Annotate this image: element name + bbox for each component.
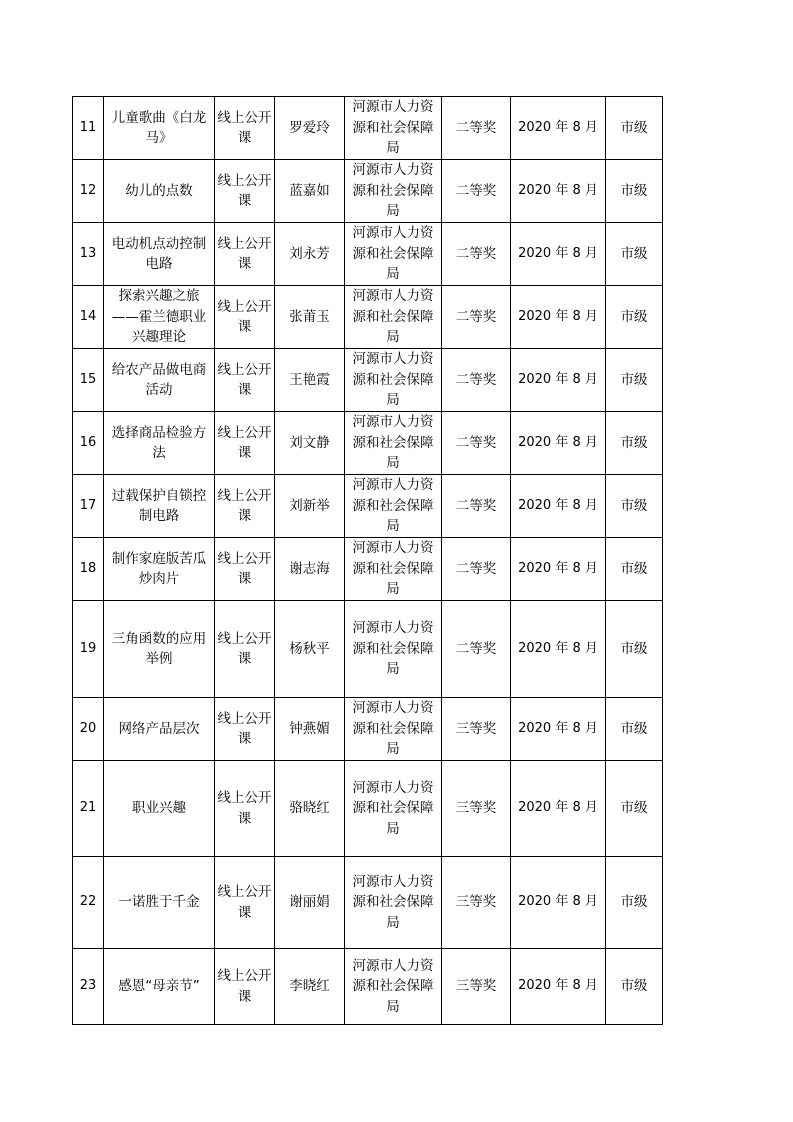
award-date-cell: 2020 年 8 月 bbox=[511, 601, 606, 698]
course-title-cell: 幼儿的点数 bbox=[104, 160, 215, 223]
issuing-authority-cell: 河源市人力资源和社会保障局 bbox=[345, 160, 442, 223]
table-row bbox=[73, 601, 663, 698]
table-row bbox=[73, 761, 663, 857]
issuing-authority-cell: 河源市人力资源和社会保障局 bbox=[345, 349, 442, 412]
jurisdiction-level-cell: 市级 bbox=[606, 223, 663, 286]
table-row bbox=[73, 223, 663, 286]
table-row bbox=[73, 475, 663, 538]
issuing-authority-cell: 河源市人力资源和社会保障局 bbox=[345, 761, 442, 857]
course-title-cell: 网络产品层次 bbox=[104, 698, 215, 761]
award-level-cell: 二等奖 bbox=[442, 475, 511, 538]
table-row bbox=[73, 97, 663, 160]
row-number-cell: 13 bbox=[73, 223, 104, 286]
award-date-cell: 2020 年 8 月 bbox=[511, 412, 606, 475]
jurisdiction-level-cell: 市级 bbox=[606, 761, 663, 857]
course-type-cell: 线上公开课 bbox=[215, 160, 275, 223]
teacher-name-cell: 刘永芳 bbox=[275, 223, 345, 286]
course-type-cell: 线上公开课 bbox=[215, 698, 275, 761]
course-title-cell: 职业兴趣 bbox=[104, 761, 215, 857]
teacher-name-cell: 王艳霞 bbox=[275, 349, 345, 412]
course-title-cell: 电动机点动控制电路 bbox=[104, 223, 215, 286]
jurisdiction-level-cell: 市级 bbox=[606, 949, 663, 1025]
row-number-cell: 22 bbox=[73, 857, 104, 949]
award-date-cell: 2020 年 8 月 bbox=[511, 761, 606, 857]
jurisdiction-level-cell: 市级 bbox=[606, 475, 663, 538]
teacher-name-cell: 刘新举 bbox=[275, 475, 345, 538]
award-level-cell: 二等奖 bbox=[442, 97, 511, 160]
award-date-cell: 2020 年 8 月 bbox=[511, 857, 606, 949]
award-level-cell: 二等奖 bbox=[442, 286, 511, 349]
course-title-cell: 三角函数的应用举例 bbox=[104, 601, 215, 698]
teacher-name-cell: 谢志海 bbox=[275, 538, 345, 601]
awards-table bbox=[72, 96, 663, 1025]
award-date-cell: 2020 年 8 月 bbox=[511, 949, 606, 1025]
teacher-name-cell: 谢丽娟 bbox=[275, 857, 345, 949]
jurisdiction-level-cell: 市级 bbox=[606, 412, 663, 475]
jurisdiction-level-cell: 市级 bbox=[606, 698, 663, 761]
award-date-cell: 2020 年 8 月 bbox=[511, 349, 606, 412]
course-title-cell: 选择商品检验方法 bbox=[104, 412, 215, 475]
course-title-cell: 过载保护自锁控制电路 bbox=[104, 475, 215, 538]
jurisdiction-level-cell: 市级 bbox=[606, 97, 663, 160]
course-type-cell: 线上公开课 bbox=[215, 761, 275, 857]
row-number-cell: 21 bbox=[73, 761, 104, 857]
jurisdiction-level-cell: 市级 bbox=[606, 160, 663, 223]
award-level-cell: 三等奖 bbox=[442, 857, 511, 949]
issuing-authority-cell: 河源市人力资源和社会保障局 bbox=[345, 698, 442, 761]
row-number-cell: 16 bbox=[73, 412, 104, 475]
jurisdiction-level-cell: 市级 bbox=[606, 857, 663, 949]
course-title-cell: 一诺胜于千金 bbox=[104, 857, 215, 949]
award-date-cell: 2020 年 8 月 bbox=[511, 698, 606, 761]
teacher-name-cell: 罗爱玲 bbox=[275, 97, 345, 160]
jurisdiction-level-cell: 市级 bbox=[606, 286, 663, 349]
table-row bbox=[73, 538, 663, 601]
course-type-cell: 线上公开课 bbox=[215, 286, 275, 349]
row-number-cell: 15 bbox=[73, 349, 104, 412]
award-level-cell: 二等奖 bbox=[442, 223, 511, 286]
teacher-name-cell: 张莆玉 bbox=[275, 286, 345, 349]
course-type-cell: 线上公开课 bbox=[215, 949, 275, 1025]
row-number-cell: 11 bbox=[73, 97, 104, 160]
award-level-cell: 二等奖 bbox=[442, 349, 511, 412]
award-date-cell: 2020 年 8 月 bbox=[511, 223, 606, 286]
course-type-cell: 线上公开课 bbox=[215, 97, 275, 160]
award-date-cell: 2020 年 8 月 bbox=[511, 160, 606, 223]
course-title-cell: 制作家庭版苦瓜炒肉片 bbox=[104, 538, 215, 601]
course-type-cell: 线上公开课 bbox=[215, 412, 275, 475]
table-row bbox=[73, 286, 663, 349]
issuing-authority-cell: 河源市人力资源和社会保障局 bbox=[345, 223, 442, 286]
award-date-cell: 2020 年 8 月 bbox=[511, 97, 606, 160]
course-type-cell: 线上公开课 bbox=[215, 857, 275, 949]
course-type-cell: 线上公开课 bbox=[215, 601, 275, 698]
award-level-cell: 二等奖 bbox=[442, 160, 511, 223]
issuing-authority-cell: 河源市人力资源和社会保障局 bbox=[345, 412, 442, 475]
course-title-cell: 儿童歌曲《白龙马》 bbox=[104, 97, 215, 160]
course-title-cell: 感恩“母亲节” bbox=[104, 949, 215, 1025]
course-type-cell: 线上公开课 bbox=[215, 349, 275, 412]
teacher-name-cell: 杨秋平 bbox=[275, 601, 345, 698]
jurisdiction-level-cell: 市级 bbox=[606, 601, 663, 698]
issuing-authority-cell: 河源市人力资源和社会保障局 bbox=[345, 601, 442, 698]
row-number-cell: 12 bbox=[73, 160, 104, 223]
teacher-name-cell: 刘文静 bbox=[275, 412, 345, 475]
table-row bbox=[73, 412, 663, 475]
row-number-cell: 19 bbox=[73, 601, 104, 698]
award-level-cell: 三等奖 bbox=[442, 949, 511, 1025]
row-number-cell: 14 bbox=[73, 286, 104, 349]
course-title-cell: 探索兴趣之旅——霍兰德职业兴趣理论 bbox=[104, 286, 215, 349]
jurisdiction-level-cell: 市级 bbox=[606, 538, 663, 601]
award-date-cell: 2020 年 8 月 bbox=[511, 538, 606, 601]
table-row bbox=[73, 698, 663, 761]
issuing-authority-cell: 河源市人力资源和社会保障局 bbox=[345, 97, 442, 160]
award-date-cell: 2020 年 8 月 bbox=[511, 286, 606, 349]
issuing-authority-cell: 河源市人力资源和社会保障局 bbox=[345, 538, 442, 601]
award-level-cell: 二等奖 bbox=[442, 412, 511, 475]
course-type-cell: 线上公开课 bbox=[215, 475, 275, 538]
award-date-cell: 2020 年 8 月 bbox=[511, 475, 606, 538]
award-level-cell: 三等奖 bbox=[442, 761, 511, 857]
jurisdiction-level-cell: 市级 bbox=[606, 349, 663, 412]
table-row bbox=[73, 949, 663, 1025]
row-number-cell: 17 bbox=[73, 475, 104, 538]
teacher-name-cell: 李晓红 bbox=[275, 949, 345, 1025]
course-title-cell: 给农产品做电商活动 bbox=[104, 349, 215, 412]
row-number-cell: 18 bbox=[73, 538, 104, 601]
issuing-authority-cell: 河源市人力资源和社会保障局 bbox=[345, 949, 442, 1025]
teacher-name-cell: 骆晓红 bbox=[275, 761, 345, 857]
award-level-cell: 二等奖 bbox=[442, 538, 511, 601]
award-level-cell: 二等奖 bbox=[442, 601, 511, 698]
issuing-authority-cell: 河源市人力资源和社会保障局 bbox=[345, 286, 442, 349]
row-number-cell: 20 bbox=[73, 698, 104, 761]
table-body bbox=[73, 97, 663, 1025]
issuing-authority-cell: 河源市人力资源和社会保障局 bbox=[345, 857, 442, 949]
row-number-cell: 23 bbox=[73, 949, 104, 1025]
course-type-cell: 线上公开课 bbox=[215, 538, 275, 601]
teacher-name-cell: 蓝嘉如 bbox=[275, 160, 345, 223]
table-row bbox=[73, 160, 663, 223]
teacher-name-cell: 钟燕媚 bbox=[275, 698, 345, 761]
table-row bbox=[73, 349, 663, 412]
award-level-cell: 三等奖 bbox=[442, 698, 511, 761]
issuing-authority-cell: 河源市人力资源和社会保障局 bbox=[345, 475, 442, 538]
course-type-cell: 线上公开课 bbox=[215, 223, 275, 286]
table-row bbox=[73, 857, 663, 949]
